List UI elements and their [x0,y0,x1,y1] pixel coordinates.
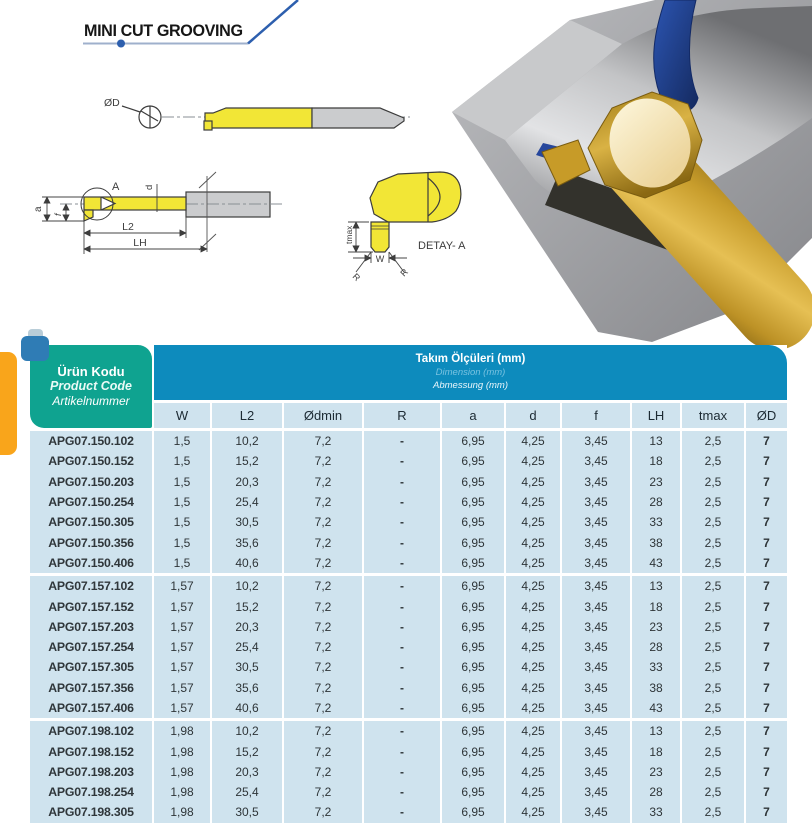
value-cell: 7,2 [284,512,362,532]
product-code-cell: APG07.150.203 [30,472,152,492]
value-cell: 7,2 [284,492,362,512]
value-cell: 1,5 [154,431,210,451]
value-cell: 2,5 [682,741,744,761]
value-cell: 4,25 [506,762,560,782]
value-cell: 3,45 [562,431,630,451]
table-row [30,553,787,573]
value-cell: 7,2 [284,782,362,802]
value-cell: 3,45 [562,532,630,552]
column-header-od: ØD [746,403,787,428]
tmax-dim-label: tmax [344,225,354,244]
value-cell: 25,4 [212,637,282,657]
product-code-header-tr: Ürün Kodu [57,364,125,379]
value-cell: 1,57 [154,657,210,677]
d-dim-label: d [144,184,155,190]
product-code-cell: APG07.150.356 [30,532,152,552]
product-code-cell: APG07.198.254 [30,782,152,802]
column-header-d: d [506,403,560,428]
value-cell: - [364,782,440,802]
value-cell: 1,5 [154,512,210,532]
product-code-cell: APG07.150.152 [30,451,152,471]
value-cell: 2,5 [682,782,744,802]
value-cell: 7 [746,512,787,532]
value-cell: 7,2 [284,617,362,637]
value-cell: 2,5 [682,657,744,677]
l2-dim-label: L2 [122,221,134,233]
value-cell: 2,5 [682,637,744,657]
table-row [30,678,787,698]
value-cell: 3,45 [562,678,630,698]
value-cell: 4,25 [506,741,560,761]
value-cell: - [364,451,440,471]
value-cell: 6,95 [442,553,504,573]
value-cell: 28 [632,637,680,657]
value-cell: 2,5 [682,553,744,573]
f-dim-label: f [53,213,63,216]
value-cell: 2,5 [682,576,744,596]
value-cell: 3,45 [562,512,630,532]
value-cell: 3,45 [562,472,630,492]
product-code-cell: APG07.157.254 [30,637,152,657]
value-cell: - [364,553,440,573]
table-row [30,741,787,761]
side-view-drawing [33,172,285,254]
r-right-dim-label: R [398,266,411,279]
value-cell: 7,2 [284,698,362,718]
table-row [30,802,787,822]
value-cell: 28 [632,782,680,802]
value-cell: 18 [632,451,680,471]
value-cell: 25,4 [212,492,282,512]
value-cell: 7 [746,472,787,492]
detail-mark-label: A [112,181,120,193]
value-cell: 7 [746,741,787,761]
value-cell: 35,6 [212,678,282,698]
value-cell: 33 [632,512,680,532]
value-cell: 1,57 [154,698,210,718]
od-label: ØD [104,97,120,109]
value-cell: 7,2 [284,472,362,492]
column-header-lh: LH [632,403,680,428]
front-view-drawing [104,97,410,130]
table-row [30,657,787,677]
value-cell: 3,45 [562,802,630,822]
product-code-cell: APG07.150.254 [30,492,152,512]
table-row [30,472,787,492]
value-cell: 7,2 [284,532,362,552]
value-cell: - [364,431,440,451]
product-code-cell: APG07.198.152 [30,741,152,761]
value-cell: 7,2 [284,553,362,573]
value-cell: 4,25 [506,431,560,451]
value-cell: 1,98 [154,721,210,741]
value-cell: - [364,741,440,761]
dimensions-header-de: Abmessung (mm) [433,380,508,391]
value-cell: 3,45 [562,451,630,471]
value-cell: 13 [632,576,680,596]
value-cell: 6,95 [442,678,504,698]
value-cell: 3,45 [562,657,630,677]
value-cell: 2,5 [682,431,744,451]
value-cell: 30,5 [212,512,282,532]
value-cell: 7,2 [284,431,362,451]
value-cell: 33 [632,657,680,677]
value-cell: 7 [746,553,787,573]
value-cell: 1,98 [154,782,210,802]
value-cell: - [364,657,440,677]
value-cell: 2,5 [682,492,744,512]
table-row [30,431,787,451]
value-cell: 3,45 [562,617,630,637]
value-cell: 2,5 [682,721,744,741]
table-row [30,782,787,802]
column-header-f: f [562,403,630,428]
value-cell: 1,98 [154,762,210,782]
product-code-cell: APG07.157.305 [30,657,152,677]
value-cell: 6,95 [442,721,504,741]
value-cell: 1,57 [154,617,210,637]
value-cell: 28 [632,492,680,512]
value-cell: - [364,512,440,532]
value-cell: 15,2 [212,741,282,761]
value-cell: 6,95 [442,532,504,552]
value-cell: 30,5 [212,657,282,677]
value-cell: 10,2 [212,431,282,451]
value-cell: 1,57 [154,678,210,698]
value-cell: 2,5 [682,512,744,532]
value-cell: 3,45 [562,553,630,573]
r-left-dim-label: R [350,271,363,284]
value-cell: 4,25 [506,637,560,657]
table-row [30,637,787,657]
value-cell: 3,45 [562,637,630,657]
column-header-a: a [442,403,504,428]
value-cell: 6,95 [442,741,504,761]
value-cell: 2,5 [682,532,744,552]
value-cell: 4,25 [506,617,560,637]
value-cell: - [364,492,440,512]
value-cell: 7 [746,637,787,657]
value-cell: 6,95 [442,782,504,802]
value-cell: 2,5 [682,678,744,698]
value-cell: 6,95 [442,637,504,657]
value-cell: 4,25 [506,721,560,741]
column-header-r: R [364,403,440,428]
value-cell: 13 [632,721,680,741]
value-cell: 23 [632,617,680,637]
value-cell: 7 [746,576,787,596]
column-header-w: W [154,403,210,428]
lh-dim-label: LH [133,237,147,249]
render-3d [452,0,812,342]
value-cell: 38 [632,678,680,698]
value-cell: 25,4 [212,782,282,802]
value-cell: - [364,802,440,822]
value-cell: 3,45 [562,762,630,782]
value-cell: 6,95 [442,512,504,532]
value-cell: 7 [746,451,787,471]
value-cell: 3,45 [562,721,630,741]
value-cell: - [364,678,440,698]
value-cell: 2,5 [682,802,744,822]
bookmark-icon [21,329,51,371]
value-cell: 2,5 [682,698,744,718]
value-cell: 7,2 [284,721,362,741]
table-row [30,532,787,552]
detail-title: DETAY- A [418,240,466,252]
value-cell: 6,95 [442,698,504,718]
value-cell: 18 [632,741,680,761]
value-cell: 10,2 [212,721,282,741]
value-cell: 4,25 [506,532,560,552]
product-code-cell: APG07.198.203 [30,762,152,782]
value-cell: 13 [632,431,680,451]
table-row [30,576,787,596]
value-cell: 1,57 [154,576,210,596]
value-cell: 4,25 [506,782,560,802]
value-cell: 2,5 [682,472,744,492]
value-cell: 1,5 [154,553,210,573]
value-cell: 6,95 [442,451,504,471]
table-row [30,512,787,532]
table-row [30,617,787,637]
table-body [30,431,787,823]
product-code-header-de: Artikelnummer [52,394,130,408]
value-cell: 7 [746,617,787,637]
value-cell: 20,3 [212,762,282,782]
value-cell: 1,5 [154,532,210,552]
bookmark-body [21,336,49,361]
value-cell: 7 [746,532,787,552]
value-cell: 6,95 [442,657,504,677]
value-cell: 7 [746,657,787,677]
value-cell: 3,45 [562,492,630,512]
a-dim-label: a [33,206,44,212]
table-row [30,762,787,782]
value-cell: 4,25 [506,678,560,698]
product-code-cell: APG07.157.102 [30,576,152,596]
value-cell: 40,6 [212,553,282,573]
column-header-odmin: Ødmin [284,403,362,428]
value-cell: 7,2 [284,576,362,596]
value-cell: 38 [632,532,680,552]
value-cell: 3,45 [562,576,630,596]
value-cell: 4,25 [506,553,560,573]
dimensions-header-en: Dimension (mm) [435,367,506,378]
value-cell: 43 [632,553,680,573]
value-cell: - [364,532,440,552]
value-cell: 2,5 [682,596,744,616]
value-cell: 43 [632,698,680,718]
value-cell: 20,3 [212,472,282,492]
value-cell: 3,45 [562,596,630,616]
value-cell: 4,25 [506,698,560,718]
value-cell: 7 [746,762,787,782]
value-cell: 6,95 [442,762,504,782]
value-cell: 15,2 [212,451,282,471]
value-cell: 6,95 [442,617,504,637]
value-cell: 15,2 [212,596,282,616]
value-cell: - [364,617,440,637]
value-cell: 10,2 [212,576,282,596]
value-cell: 4,25 [506,451,560,471]
value-cell: - [364,762,440,782]
column-header-l2: L2 [212,403,282,428]
value-cell: 7 [746,698,787,718]
value-cell: - [364,698,440,718]
value-cell: 1,57 [154,637,210,657]
value-cell: 7 [746,678,787,698]
value-cell: - [364,472,440,492]
value-cell: 4,25 [506,512,560,532]
value-cell: 4,25 [506,596,560,616]
value-cell: 23 [632,472,680,492]
value-cell: 4,25 [506,802,560,822]
value-cell: 7 [746,802,787,822]
value-cell: 7,2 [284,637,362,657]
value-cell: 6,95 [442,472,504,492]
page-title: MINI CUT GROOVING [84,21,243,40]
value-cell: 6,95 [442,576,504,596]
dimensions-header-tr: Takım Ölçüleri (mm) [415,353,526,365]
product-code-cell: APG07.157.356 [30,678,152,698]
product-code-cell: APG07.157.203 [30,617,152,637]
w-dim-label: W [375,254,385,264]
value-cell: 3,45 [562,782,630,802]
value-cell: 2,5 [682,451,744,471]
value-cell: 4,25 [506,576,560,596]
value-cell: 1,98 [154,741,210,761]
value-cell: 7,2 [284,741,362,761]
value-cell: 7 [746,492,787,512]
detail-a-drawing [344,172,466,283]
value-cell: 7 [746,721,787,741]
value-cell: - [364,576,440,596]
value-cell: 1,98 [154,802,210,822]
value-cell: 30,5 [212,802,282,822]
value-cell: - [364,721,440,741]
value-cell: 3,45 [562,741,630,761]
table-row [30,492,787,512]
table-row [30,451,787,471]
product-code-cell: APG07.150.102 [30,431,152,451]
value-cell: 33 [632,802,680,822]
value-cell: 7,2 [284,678,362,698]
value-cell: 35,6 [212,532,282,552]
value-cell: 7 [746,782,787,802]
value-cell: 6,95 [442,596,504,616]
value-cell: 18 [632,596,680,616]
product-code-cell: APG07.198.102 [30,721,152,741]
value-cell: 7,2 [284,451,362,471]
catalog-artwork [0,0,812,350]
table-row [30,721,787,741]
value-cell: 7 [746,431,787,451]
value-cell: 7,2 [284,762,362,782]
column-header-tmax: tmax [682,403,744,428]
value-cell: 1,5 [154,472,210,492]
value-cell: 40,6 [212,698,282,718]
dimensions-header [154,345,787,400]
value-cell: 7,2 [284,802,362,822]
value-cell: 7 [746,596,787,616]
value-cell: 6,95 [442,492,504,512]
product-code-cell: APG07.157.152 [30,596,152,616]
value-cell: 4,25 [506,657,560,677]
value-cell: 6,95 [442,802,504,822]
table-row [30,698,787,718]
product-code-cell: APG07.150.406 [30,553,152,573]
value-cell: - [364,596,440,616]
product-table [30,345,787,821]
value-cell: 2,5 [682,762,744,782]
value-cell: 4,25 [506,492,560,512]
value-cell: - [364,637,440,657]
value-cell: 1,5 [154,492,210,512]
value-cell: 7,2 [284,596,362,616]
page-edge-tab [0,352,17,455]
value-cell: 20,3 [212,617,282,637]
table-row [30,596,787,616]
product-code-header-en: Product Code [50,379,132,393]
value-cell: 23 [632,762,680,782]
value-cell: 6,95 [442,431,504,451]
product-code-cell: APG07.150.305 [30,512,152,532]
value-cell: 7,2 [284,657,362,677]
value-cell: 4,25 [506,472,560,492]
value-cell: 1,5 [154,451,210,471]
product-code-cell: APG07.157.406 [30,698,152,718]
value-cell: 3,45 [562,698,630,718]
product-code-cell: APG07.198.305 [30,802,152,822]
value-cell: 1,57 [154,596,210,616]
value-cell: 2,5 [682,617,744,637]
